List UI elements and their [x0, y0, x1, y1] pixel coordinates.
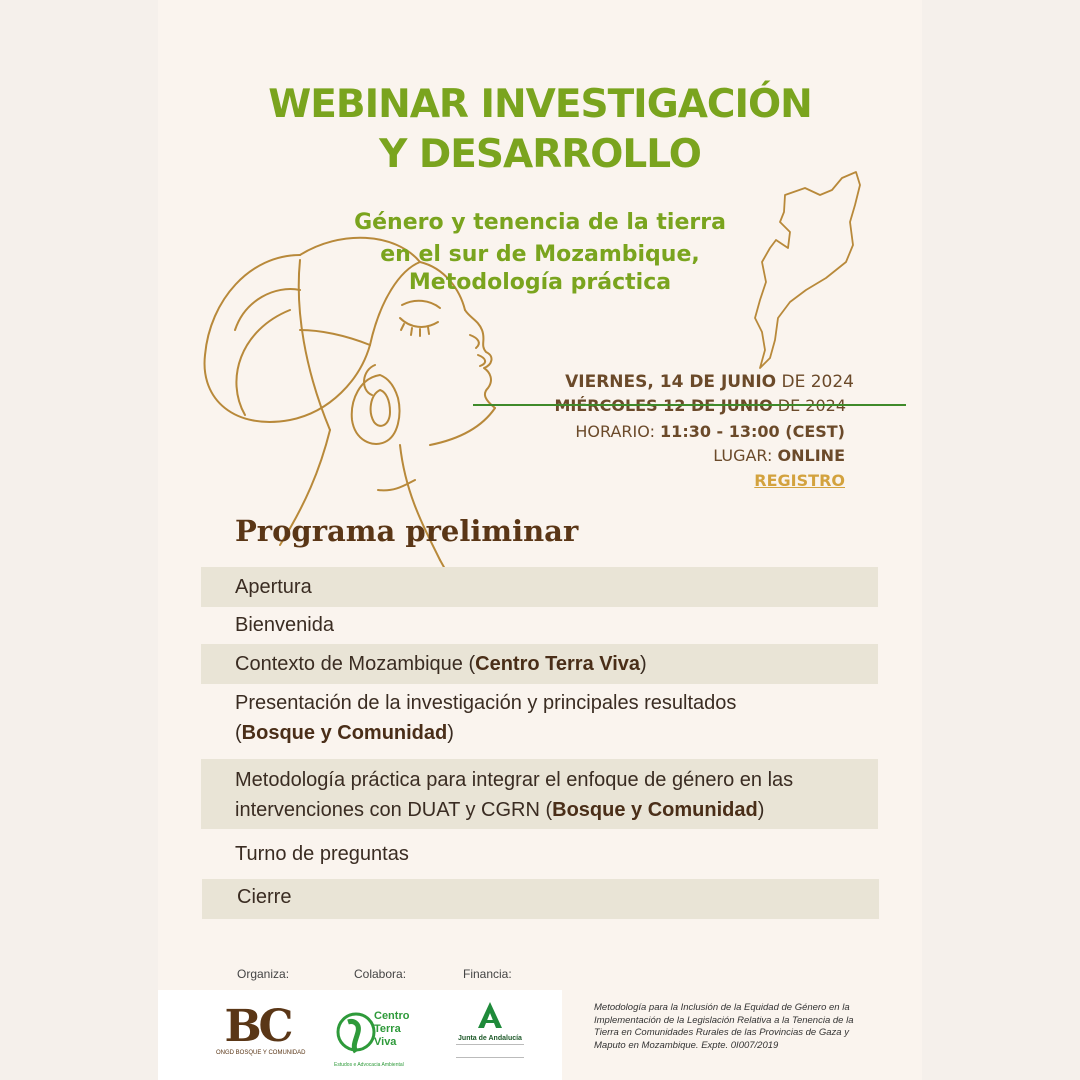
program-item-line-2: [235, 795, 878, 825]
program-item-cierre: [202, 879, 879, 919]
place-value: ONLINE: [777, 446, 845, 465]
program-item-org: Centro Terra Viva: [475, 653, 641, 675]
event-date-rest: DE 2024: [776, 372, 854, 392]
program-item-org: Bosque y Comunidad: [552, 799, 758, 821]
ctv-line-1: Centro: [374, 1010, 410, 1022]
program-item-text: Bienvenida: [235, 614, 334, 636]
financia-label: Financia:: [463, 967, 512, 981]
time-value: 11:30 - 13:00 (CEST): [660, 422, 845, 441]
ctv-caption: Estudos e Advocacia Ambiental: [334, 1062, 404, 1068]
program-item-preguntas: [201, 836, 878, 872]
title-line-1: WEBINAR INVESTIGACIÓN: [268, 82, 812, 127]
junta-a-icon: [475, 1000, 505, 1030]
ctv-line-2: Terra: [374, 1023, 401, 1035]
program-item-presentacion: [201, 688, 878, 754]
event-time: [575, 422, 845, 441]
program-item-contexto: [201, 644, 878, 684]
program-item-metodologia: [201, 759, 878, 829]
program-item-bienvenida: [201, 606, 878, 644]
project-footnote: Metodología para la Inclusión de la Equidad de Género en la Implementación de la Legislación Relativa a la Tenencia de la Tierra en Comunidades Rurales de las Provincias de Gaza y Maputo en Mozambique. Expte. 0I007/2019: [594, 1002, 854, 1051]
program-item-text: Contexto de Mozambique (: [235, 653, 476, 675]
ctv-line-3: Viva: [374, 1036, 397, 1048]
centro-terra-viva-logo: [334, 1010, 424, 1074]
program-item-close: ): [447, 722, 454, 744]
subtitle-line-3: Metodología práctica: [408, 270, 672, 295]
program-item-open: intervenciones con DUAT y CGRN (: [235, 799, 553, 821]
strikethrough-line: [473, 404, 906, 406]
program-item-line-2: [235, 718, 878, 748]
program-item-text: Cierre: [237, 886, 292, 908]
colabora-label: Colabora:: [354, 967, 407, 981]
event-date-bold: VIERNES, 14 DE JUNIO: [565, 372, 777, 392]
organiza-label: Organiza:: [237, 967, 290, 981]
title-line-2: Y DESARROLLO: [379, 132, 701, 177]
place-label: LUGAR:: [713, 446, 778, 465]
bc-logo-caption: ONGD BOSQUE Y COMUNIDAD: [216, 1050, 306, 1056]
sponsor-logos: [158, 990, 562, 1080]
subtitle-line-1: Género y tenencia de la tierra: [354, 210, 726, 235]
program-item-line: Metodología práctica para integrar el enfoque de género en las: [235, 769, 794, 791]
program-item-apertura: [201, 567, 878, 607]
program-item-close: ): [640, 653, 647, 675]
subtitle-line-2: en el sur de Mozambique,: [380, 242, 700, 267]
program-item-close: ): [757, 799, 765, 821]
program-item-text: Apertura: [235, 576, 312, 598]
bosque-comunidad-logo: [216, 1001, 306, 1064]
ctv-globe-icon: [334, 1010, 378, 1056]
program-item-org: Bosque y Comunidad: [241, 722, 448, 744]
program-item-open: (: [235, 722, 242, 744]
junta-andalucia-logo: [450, 1000, 530, 1064]
event-date: [565, 372, 854, 392]
program-item-text: Turno de preguntas: [235, 843, 409, 865]
time-label: HORARIO:: [575, 422, 661, 441]
bc-logo-mark: BC: [224, 1001, 290, 1052]
junta-details: [456, 1044, 524, 1058]
program-item-line: Presentación de la investigación y principales resultados: [235, 692, 737, 714]
register-link[interactable]: REGISTRO: [754, 471, 845, 490]
junta-name: Junta de Andalucía: [458, 1035, 522, 1042]
event-place: [713, 446, 845, 465]
program-heading: Programa preliminar: [235, 514, 579, 548]
